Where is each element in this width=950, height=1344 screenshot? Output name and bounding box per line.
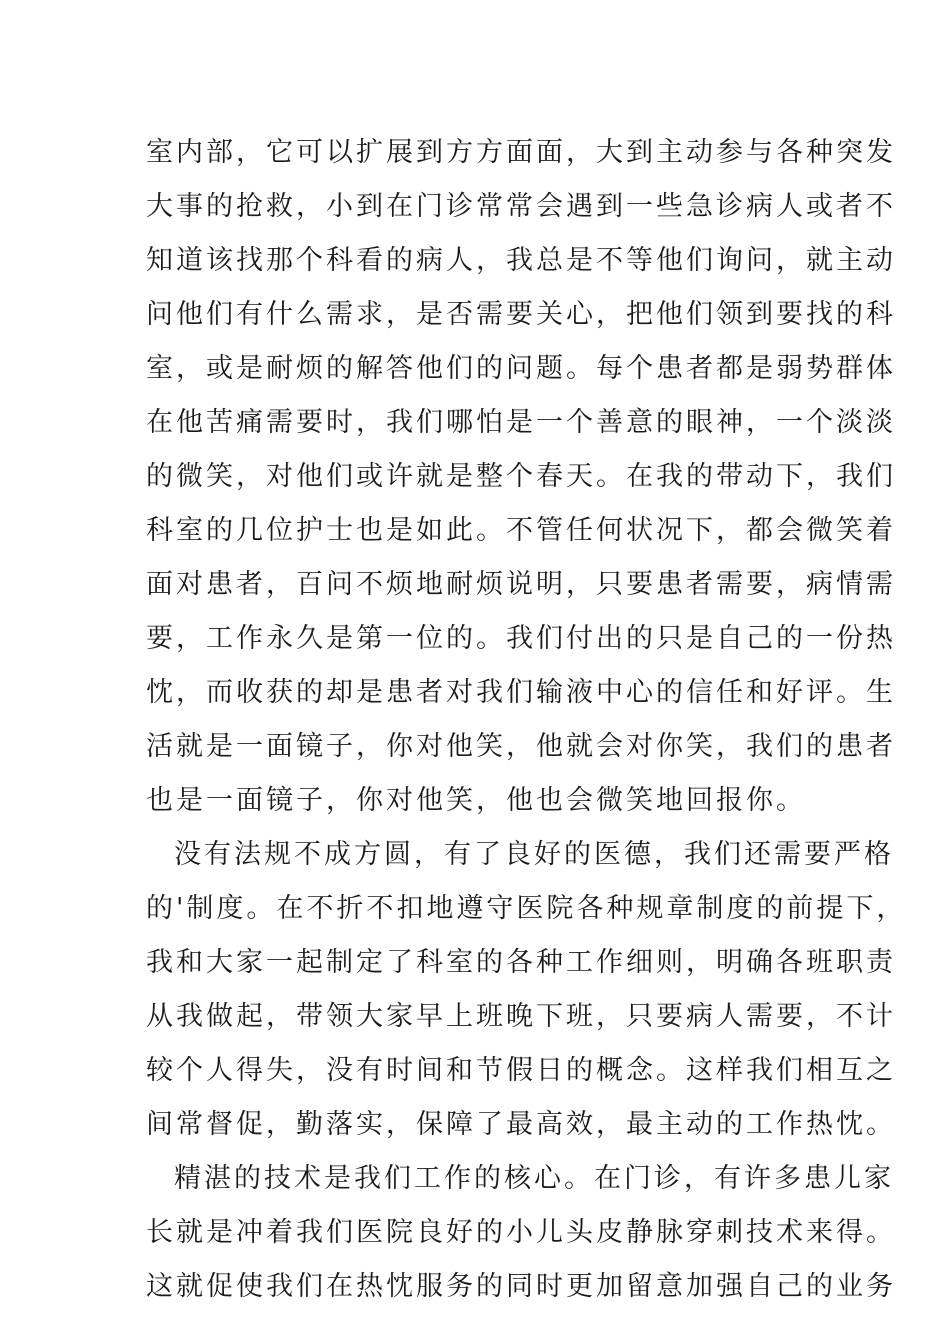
text-line: 长就是冲着我们医院良好的小儿头皮静脉穿刺技术来得。 <box>146 1217 896 1248</box>
text-line: 室，或是耐烦的解答他们的问题。每个患者都是弱势群体 <box>146 353 896 384</box>
text-line: 在他苦痛需要时，我们哪怕是一个善意的眼神，一个淡淡 <box>146 407 896 438</box>
text-line: 科室的几位护士也是如此。不管任何状况下，都会微笑着 <box>146 515 896 546</box>
text-line: 室内部，它可以扩展到方方面面，大到主动参与各种突发 <box>146 137 896 168</box>
text-line: 这就促使我们在热忱服务的同时更加留意加强自己的业务 <box>146 1271 896 1302</box>
text-line: 面对患者，百问不烦地耐烦说明，只要患者需要，病情需 <box>146 569 896 600</box>
text-line: 活就是一面镜子，你对他笑，他就会对你笑，我们的患者 <box>146 731 896 762</box>
text-line: 的'制度。在不折不扣地遵守医院各种规章制度的前提下， <box>146 893 907 924</box>
text-line: 忱，而收获的却是患者对我们输液中心的信任和好评。生 <box>146 677 896 708</box>
text-line: 我和大家一起制定了科室的各种工作细则，明确各班职责 <box>146 947 896 978</box>
text-line: 从我做起，带领大家早上班晚下班，只要病人需要，不计 <box>146 1001 896 1032</box>
paragraph-first-line: 精湛的技术是我们工作的核心。在门诊，有许多患儿家 <box>174 1163 894 1194</box>
text-line: 要，工作永久是第一位的。我们付出的只是自己的一份热 <box>146 623 896 654</box>
text-line: 大事的抢救，小到在门诊常常会遇到一些急诊病人或者不 <box>146 191 896 222</box>
text-line: 知道该找那个科看的病人，我总是不等他们询问，就主动 <box>146 245 896 276</box>
body-text <box>146 126 907 1314</box>
text-line: 较个人得失，没有时间和节假日的概念。这样我们相互之 <box>146 1055 896 1086</box>
text-line: 的微笑，对他们或许就是整个春天。在我的带动下，我们 <box>146 461 896 492</box>
text-line: 间常督促，勤落实，保障了最高效，最主动的工作热忱。 <box>146 1109 896 1140</box>
text-line: 也是一面镜子，你对他笑，他也会微笑地回报你。 <box>146 785 806 816</box>
paragraph-first-line: 没有法规不成方圆，有了良好的医德，我们还需要严格 <box>174 839 894 870</box>
text-line: 问他们有什么需求，是否需要关心，把他们领到要找的科 <box>146 299 896 330</box>
